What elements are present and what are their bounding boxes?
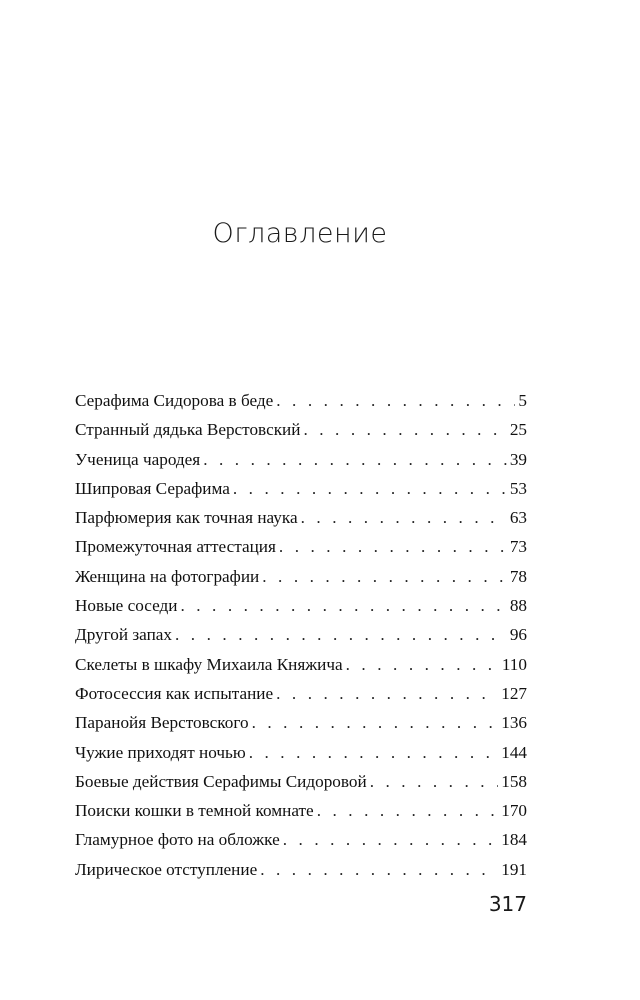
toc-entry [75,562,527,591]
toc-entry [75,591,527,620]
page-title: Оглавление [212,218,388,249]
toc-entry-title: Промежуточная аттестация [75,537,276,557]
toc-entry [75,415,527,444]
toc-entry [75,445,527,474]
dot-leader [303,415,506,444]
dot-leader [260,855,498,884]
toc-entry-page: 25 [509,420,527,440]
toc-entry-page: 136 [501,713,527,733]
toc-entry-title: Паранойя Верстовского [75,713,249,733]
toc-entry-page: 53 [509,478,527,498]
toc-entry-page: 158 [501,771,527,791]
dot-leader [279,532,507,561]
dot-leader [233,474,507,503]
toc-entry-page: 144 [501,742,527,762]
dot-leader [262,562,507,591]
dot-leader [276,679,498,708]
toc-entry [75,708,527,737]
toc-entry-page: 170 [501,801,527,821]
dot-leader [276,386,515,415]
toc-entry [75,855,527,884]
dot-leader [317,796,499,825]
dot-leader [180,591,506,620]
toc-entry-title: Парфюмерия как точная наука [75,508,298,528]
toc-entry-title: Лирическое отступление [75,859,258,879]
toc-entry-title: Скелеты в шкафу Михаила Княжича [75,654,343,674]
toc-entry-page: 184 [501,830,527,850]
toc-entry-title: Чужие приходят ночью [75,742,246,762]
toc-entry [75,825,527,854]
dot-leader [346,650,499,679]
toc-entry-page: 96 [509,625,527,645]
dot-leader [175,620,507,649]
toc-entry [75,386,527,415]
toc-entry [75,503,527,532]
toc-entry-title: Странный дядька Верстовский [75,420,301,440]
toc-entry-page: 78 [509,566,527,586]
toc-entry [75,679,527,708]
toc-entry-title: Боевые действия Серафимы Сидоровой [75,771,367,791]
toc-entry-title: Гламурное фото на обложке [75,830,280,850]
dot-leader [370,767,499,796]
toc-entry [75,796,527,825]
toc-entry-title: Поиски кошки в темной комнате [75,801,314,821]
page-number: 317 [488,892,527,916]
toc-entry [75,474,527,503]
toc-entry [75,650,527,679]
toc-entry-page: 191 [501,859,527,879]
toc-entry-page: 39 [509,449,527,469]
toc-entry-title: Новые соседи [75,596,178,616]
toc-entry-title: Серафима Сидорова в беде [75,391,274,410]
toc-entry [75,620,527,649]
toc-entry-page: 5 [518,391,527,410]
toc-entry-page: 63 [509,508,527,528]
dot-leader [301,503,507,532]
toc-entry [75,532,527,561]
dot-leader [283,825,498,854]
toc-entry-title: Фотосессия как испытание [75,683,274,703]
toc-entry [75,738,527,767]
toc-entry-page: 110 [501,654,527,674]
dot-leader [203,445,507,474]
toc-entry-page: 88 [509,596,527,616]
dot-leader [249,738,499,767]
table-of-contents [75,386,527,884]
toc-entry-title: Женщина на фотографии [75,566,260,586]
toc-entry-page: 127 [501,683,527,703]
toc-entry-title: Ученица чародея [75,449,201,469]
dot-leader [252,708,499,737]
toc-entry-title: Шипровая Серафима [75,478,230,498]
toc-entry-page: 73 [509,537,527,557]
toc-entry-title: Другой запах [75,625,173,645]
toc-entry [75,767,527,796]
